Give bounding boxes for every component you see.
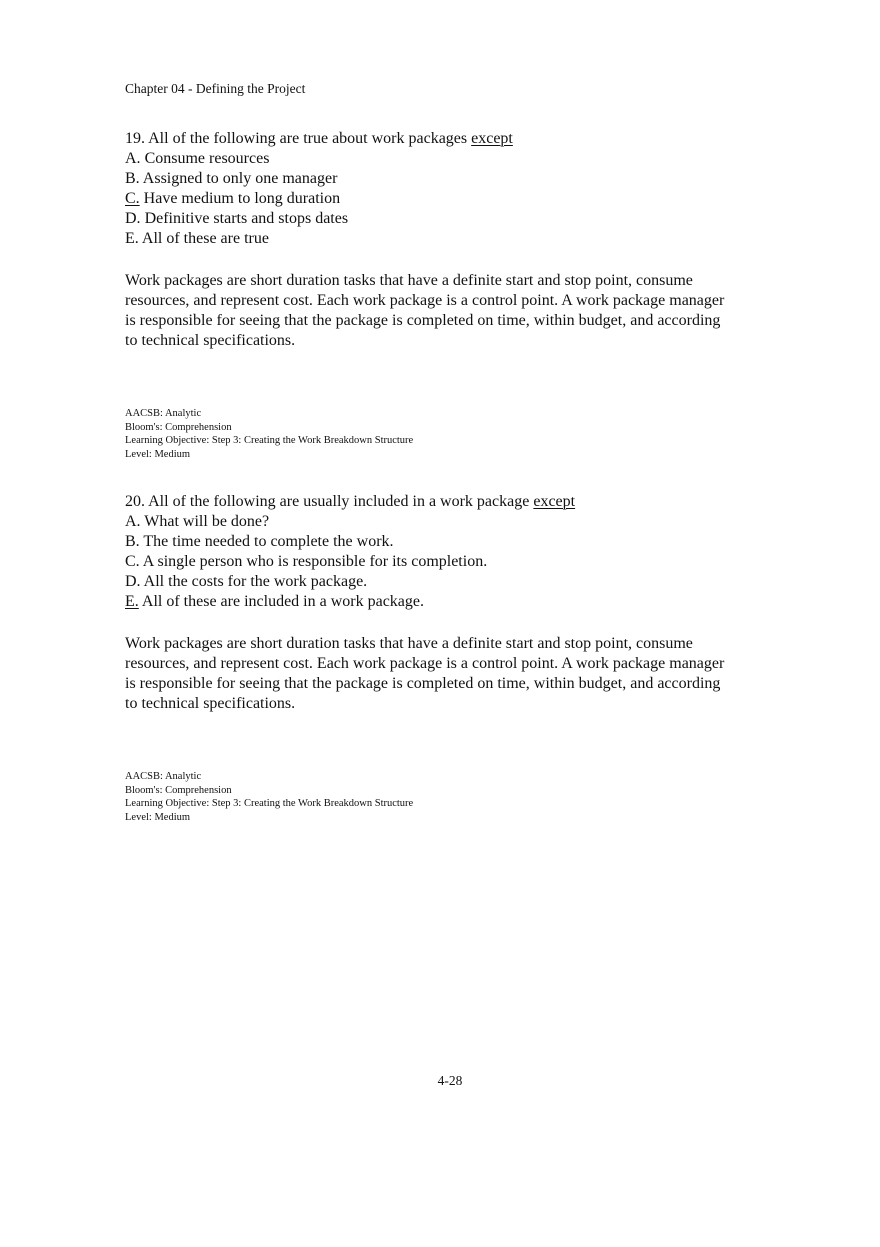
option-letter: E.: [125, 230, 139, 247]
option-text: The time needed to complete the work.: [139, 533, 394, 550]
answer-option-b: [125, 532, 805, 552]
question-20: [125, 492, 805, 824]
question-stem-text: 20. All of the following are usually included in a work package: [125, 493, 534, 510]
explanation-line: Work packages are short duration tasks that have a definite start and stop point, consume: [125, 635, 693, 652]
option-text: All of these are included in a work package.: [138, 593, 425, 610]
option-text: A single person who is responsible for its completion.: [139, 553, 488, 570]
question-metadata: [125, 770, 805, 824]
option-letter: D.: [125, 573, 141, 590]
option-text: Definitive starts and stops dates: [140, 210, 349, 227]
meta-level: Level: Medium: [125, 448, 191, 460]
meta-blooms: Bloom's: Comprehension: [125, 784, 232, 796]
question-metadata: [125, 407, 805, 461]
explanation: [125, 634, 785, 714]
option-letter: B.: [125, 170, 140, 187]
meta-learning-objective: Learning Objective: Step 3: Creating the Work Breakdown Structure: [125, 435, 414, 446]
option-text: All the costs for the work package.: [140, 573, 368, 590]
question-stem-emphasis: except: [533, 493, 576, 510]
chapter-header: Chapter 04 - Defining the Project: [125, 81, 306, 96]
explanation-line: to technical specifications.: [125, 332, 296, 349]
option-text: All of these are true: [138, 230, 269, 247]
answer-option-b: [125, 169, 805, 189]
explanation-line: resources, and represent cost. Each work package is a control point. A work package manager: [125, 655, 725, 672]
option-text: What will be done?: [140, 513, 270, 530]
answer-option-e: [125, 229, 805, 249]
explanation-line: resources, and represent cost. Each work package is a control point. A work package manager: [125, 292, 725, 309]
answer-option-a: [125, 512, 805, 532]
meta-learning-objective: Learning Objective: Step 3: Creating the Work Breakdown Structure: [125, 798, 414, 809]
option-letter: A.: [125, 150, 141, 167]
meta-blooms: Bloom's: Comprehension: [125, 421, 232, 433]
question-stem-text: 19. All of the following are true about work packages: [125, 130, 472, 147]
option-text: Have medium to long duration: [139, 190, 341, 207]
meta-aacsb: AACSB: Analytic: [125, 408, 202, 419]
explanation-line: is responsible for seeing that the package is completed on time, within budget, and according: [125, 312, 721, 329]
answer-option-c: [125, 189, 805, 209]
explanation-line: Work packages are short duration tasks that have a definite start and stop point, consume: [125, 272, 693, 289]
meta-aacsb: AACSB: Analytic: [125, 771, 202, 782]
question-stem-emphasis: except: [471, 130, 513, 147]
option-letter-correct: E.: [125, 593, 139, 610]
answer-option-c: [125, 552, 805, 572]
option-letter: C.: [125, 553, 140, 570]
answer-option-d: [125, 572, 805, 592]
explanation-line: is responsible for seeing that the package is completed on time, within budget, and according: [125, 675, 721, 692]
explanation-line: to technical specifications.: [125, 695, 296, 712]
explanation: [125, 271, 785, 351]
question-19: [125, 129, 805, 461]
answer-option-d: [125, 209, 805, 229]
meta-level: Level: Medium: [125, 811, 191, 823]
question-stem: [125, 492, 805, 512]
question-stem: [125, 129, 805, 149]
answer-option-e: [125, 592, 805, 612]
option-text: Consume resources: [140, 150, 270, 167]
answer-option-a: [125, 149, 805, 169]
page-number: 4-28: [437, 1073, 463, 1088]
option-letter: D.: [125, 210, 141, 227]
option-letter: A.: [125, 513, 141, 530]
option-letter-correct: C.: [125, 190, 140, 207]
option-letter: B.: [125, 533, 140, 550]
option-text: Assigned to only one manager: [139, 170, 338, 187]
